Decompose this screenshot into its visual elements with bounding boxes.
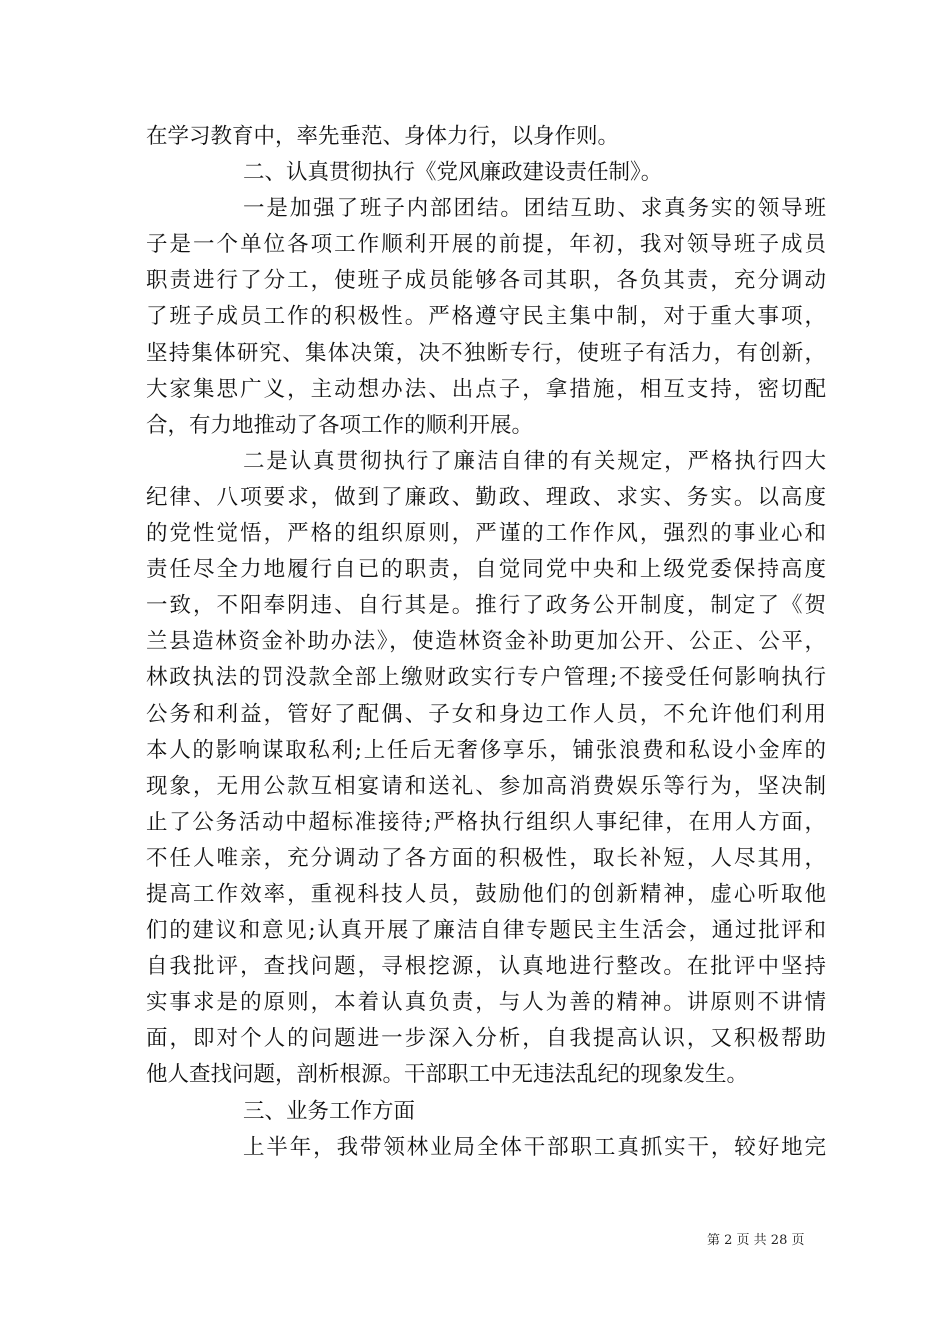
text-line: 大家集思广义，主动想办法、出点子，拿措施，相互支持，密切配 (146, 376, 826, 402)
text-line: 止了公务活动中超标准接待;严格执行组织人事纪律，在用人方面， (146, 809, 826, 835)
text-line: 合，有力地推动了各项工作的顺利开展。 (146, 412, 534, 438)
text-line: 坚持集体研究、集体决策，决不独断专行，使班子有活力，有创新， (146, 340, 826, 366)
text-line: 他人查找问题，剖析根源。干部职工中无违法乱纪的现象发生。 (146, 1062, 749, 1088)
text-line: 实事求是的原则，本着认真负责，与人为善的精神。讲原则不讲情 (146, 990, 826, 1016)
paragraph-first-line: 二是认真贯彻执行了廉洁自律的有关规定，严格执行四大 (243, 448, 826, 474)
text-line: 自我批评，查找问题，寻根挖源，认真地进行整改。在批评中坚持 (146, 954, 826, 980)
text-line: 兰县造林资金补助办法》，使造林资金补助更加公开、公正、公平， (146, 629, 826, 655)
text-line: 了班子成员工作的积极性。严格遵守民主集中制，对于重大事项， (146, 304, 826, 330)
text-line: 在学习教育中，率先垂范、身体力行，以身作则。 (146, 124, 620, 149)
text-line: 纪律、八项要求，做到了廉政、勤政、理政、求实、务实。以高度 (146, 484, 826, 510)
body-text (146, 119, 826, 1166)
text-line: 的党性觉悟，严格的组织原则，严谨的工作作风，强烈的事业心和 (146, 521, 826, 547)
paragraph-first-line: 上半年，我带领林业局全体干部职工真抓实干，较好地完 (243, 1134, 826, 1160)
text-line: 提高工作效率，重视科技人员，鼓励他们的创新精神，虚心听取他 (146, 881, 826, 907)
text-line: 公务和利益，管好了配偶、子女和身边工作人员，不允许他们利用 (146, 701, 826, 727)
text-line: 职责进行了分工，使班子成员能够各司其职，各负其责，充分调动 (146, 268, 826, 294)
section-heading: 二、认真贯彻执行《党风廉政建设责任制》。 (243, 160, 663, 186)
text-line: 们的建议和意见;认真开展了廉洁自律专题民主生活会，通过批评和 (146, 918, 826, 944)
paragraph-first-line: 一是加强了班子内部团结。团结互助、求真务实的领导班 (243, 196, 826, 222)
text-line: 不任人唯亲，充分调动了各方面的积极性，取长补短，人尽其用， (146, 845, 826, 871)
text-line: 林政执法的罚没款全部上缴财政实行专户管理;不接受任何影响执行 (146, 665, 826, 691)
text-line: 责任尽全力地履行自已的职责，自觉同党中央和上级党委保持高度 (146, 557, 826, 583)
text-line: 现象，无用公款互相宴请和送礼、参加高消费娱乐等行为，坚决制 (146, 773, 826, 799)
text-line: 本人的影响谋取私利;上任后无奢侈享乐，铺张浪费和私设小金库的 (146, 737, 826, 763)
text-line: 面，即对个人的问题进一步深入分析，自我提高认识，又积极帮助 (146, 1026, 826, 1052)
text-line: 一致，不阳奉阴违、自行其是。推行了政务公开制度，制定了《贺 (146, 593, 826, 619)
section-heading: 三、业务工作方面 (243, 1098, 416, 1124)
page-number-footer: 第 2 页 共 28 页 (707, 1233, 805, 1248)
text-line: 子是一个单位各项工作顺利开展的前提，年初，我对领导班子成员 (146, 232, 826, 258)
